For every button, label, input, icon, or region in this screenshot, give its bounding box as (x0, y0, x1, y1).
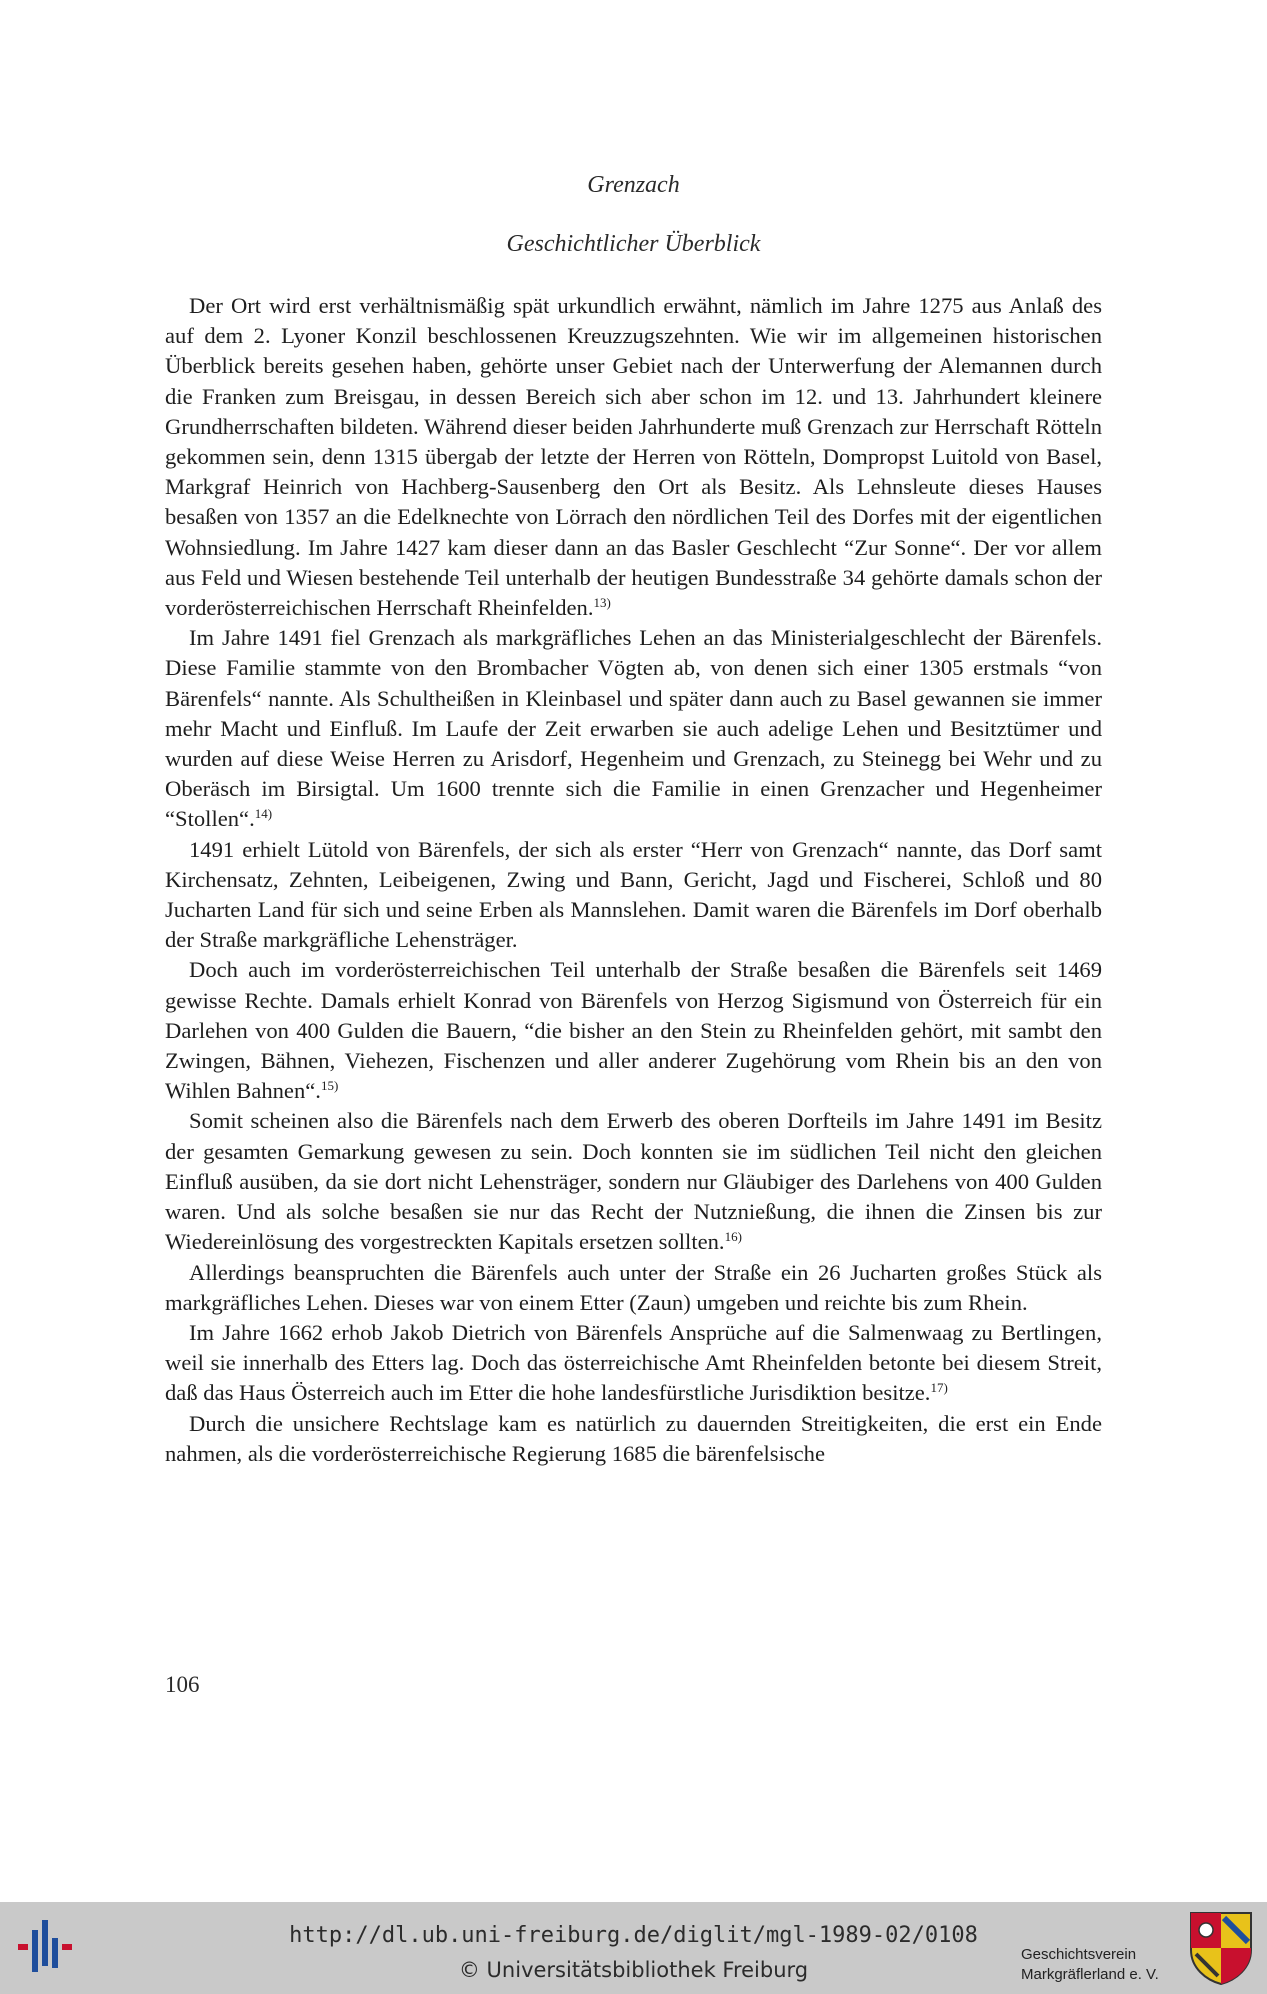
footer-copyright: © Universitätsbibliothek Freiburg (458, 1958, 809, 1982)
footnote-ref: 17) (930, 1380, 948, 1396)
paragraph (165, 1318, 1102, 1409)
paragraph-text: Im Jahre 1662 erhob Jakob Dietrich von Bärenfels Ansprüche auf die Salmenwaag zu Bertlingen, weil sie innerhalb des Etters lag. Doch das österreichische Amt Rheinfelden betonte bei diesem Streit, daß das Haus Österreich auch im Etter die hohe landesfürstliche Jurisdiktion besitze. (165, 1319, 1102, 1406)
paragraph (165, 1258, 1102, 1318)
page-number: 106 (165, 1672, 200, 1697)
paragraph-text: Der Ort wird erst verhältnismäßig spät urkundlich erwähnt, nämlich im Jahre 1275 aus Anlaß des auf dem 2. Lyoner Konzil beschlossenen Kreuzzugszehnten. Wie wir im allgemeinen historischen Überblick bereits gesehen haben, gehörte unser Gebiet nach der Unterwerfung der Alemannen durch die Franken zum Breisgau, in dessen Bereich sich aber schon im 12. und 13. Jahrhundert kleinere Grundherrschaften bildeten. Während dieser beiden Jahrhunderte muß Grenzach zur Herrschaft Rötteln gekommen sein, denn 1315 übergab der letzte der Herren von Rötteln, Dompropst Luitold von Basel, Markgraf Heinrich von Hachberg-Sausenberg den Ort als Besitz. Als Lehnsleute dieses Hauses besaßen von 1357 an die Edelknechte von Lörrach den nördlichen Teil des Dorfes mit der eigentlichen Wohnsiedlung. Im Jahre 1427 kam dieser dann an das Basler Geschlecht “Zur Sonne“. Der vor allem aus Feld und Wiesen bestehende Teil unterhalb der heutigen Bundesstraße 34 gehörte damals schon der vorderösterreichischen Herrschaft Rheinfelden. (165, 293, 1102, 621)
paragraph (165, 955, 1102, 1106)
footnote-ref: 16) (724, 1229, 742, 1245)
paragraph-text: Somit scheinen also die Bärenfels nach dem Erwerb des oberen Dorfteils im Jahre 1491 im Besitz der gesamten Gemarkung gewesen zu sein. Doch konnten sie im südlichen Teil nicht den gleichen Einfluß ausüben, da sie dort nicht Lehensträger, sondern nur Gläubiger des Darlehens von 400 Gulden waren. Und als solche besaßen sie nur das Recht der Nutznießung, die ihnen die Zinsen bis zur Wiedereinlösung des vorgestreckten Kapitals ersetzen sollten. (165, 1108, 1102, 1255)
footnote-ref: 15) (320, 1078, 339, 1094)
paragraph-text: Allerdings beanspruchten die Bärenfels auch unter der Straße ein 26 Jucharten großes Stück als markgräfliches Lehen. Dieses war von einem Etter (Zaun) umgeben und reichte bis zum Rhein. (165, 1259, 1102, 1315)
paragraph-text: Doch auch im vorderösterreichischen Teil unterhalb der Straße besaßen die Bärenfels seit 1469 gewisse Rechte. Damals erhielt Konrad von Bärenfels von Herzog Sigismund von Österreich für ein Darlehen von 400 Gulden die Bauern, “die bisher an den Stein zu Rheinfelden gehört, mit sambt den Zwingen, Bähnen, Viehezen, Fischenzen und aller anderer Zugehörung vom Rhein bis an den von Wihlen Bahnen“. (165, 957, 1102, 1104)
paragraph-text: Im Jahre 1491 fiel Grenzach als markgräfliches Lehen an das Ministerialgeschlecht der Bärenfels. Diese Familie stammte von den Brombacher Vögten ab, von denen sich einer 1305 erstmals “von Bärenfels“ nannte. Als Schultheißen in Kleinbasel und später dann auch zu Basel gewannen sie immer mehr Macht und Einfluß. Im Laufe der Zeit erwarben sie auch adelige Lehen und Besitztümer und wurden auf diese Weise Herren zu Arisdorf, Hegenheim und Grenzach, zu Steinegg bei Wehr und zu Oberäsch im Birsigtal. Um 1600 trennte sich die Familie in einen Grenzacher und Hegenheimer “Stollen“. (165, 625, 1102, 832)
society-line: Markgräflerland e. V. (1021, 1966, 1159, 1983)
paragraph (165, 1409, 1102, 1469)
paragraph (165, 623, 1102, 834)
paragraph (165, 835, 1102, 956)
body-text (165, 291, 1102, 1469)
paragraph (165, 1106, 1102, 1257)
society-line: Geschichtsverein (1021, 1946, 1137, 1963)
footer-url-link[interactable]: http://dl.ub.uni-freiburg.de/diglit/mgl-1989-02/0108 (289, 1923, 978, 1948)
paragraph-text: Durch die unsichere Rechtslage kam es natürlich zu dauernden Streitigkeiten, die erst ein Ende nahmen, als die vorderösterreichische Regierung 1685 die bärenfelsische (165, 1410, 1102, 1466)
page-title: Grenzach (587, 172, 680, 198)
footnote-ref: 13) (593, 595, 611, 611)
footnote-ref: 14) (254, 806, 273, 822)
paragraph-text: 1491 erhielt Lütold von Bärenfels, der sich als erster “Herr von Grenzach“ nannte, das Dorf samt Kirchensatz, Zehnten, Leibeigenen, Zwing und Bann, Gericht, Jagd und Fischerei, Schloß und 80 Jucharten Land für sich und seine Erben als Mannslehen. Damit waren die Bärenfels im Dorf oberhalb der Straße markgräfliche Lehensträger. (165, 836, 1102, 953)
paragraph (165, 291, 1102, 623)
footer-society-name (1021, 1945, 1181, 1985)
coat-of-arms-icon[interactable] (1188, 1910, 1254, 1986)
page-subtitle: Geschichtlicher Überblick (506, 231, 761, 257)
